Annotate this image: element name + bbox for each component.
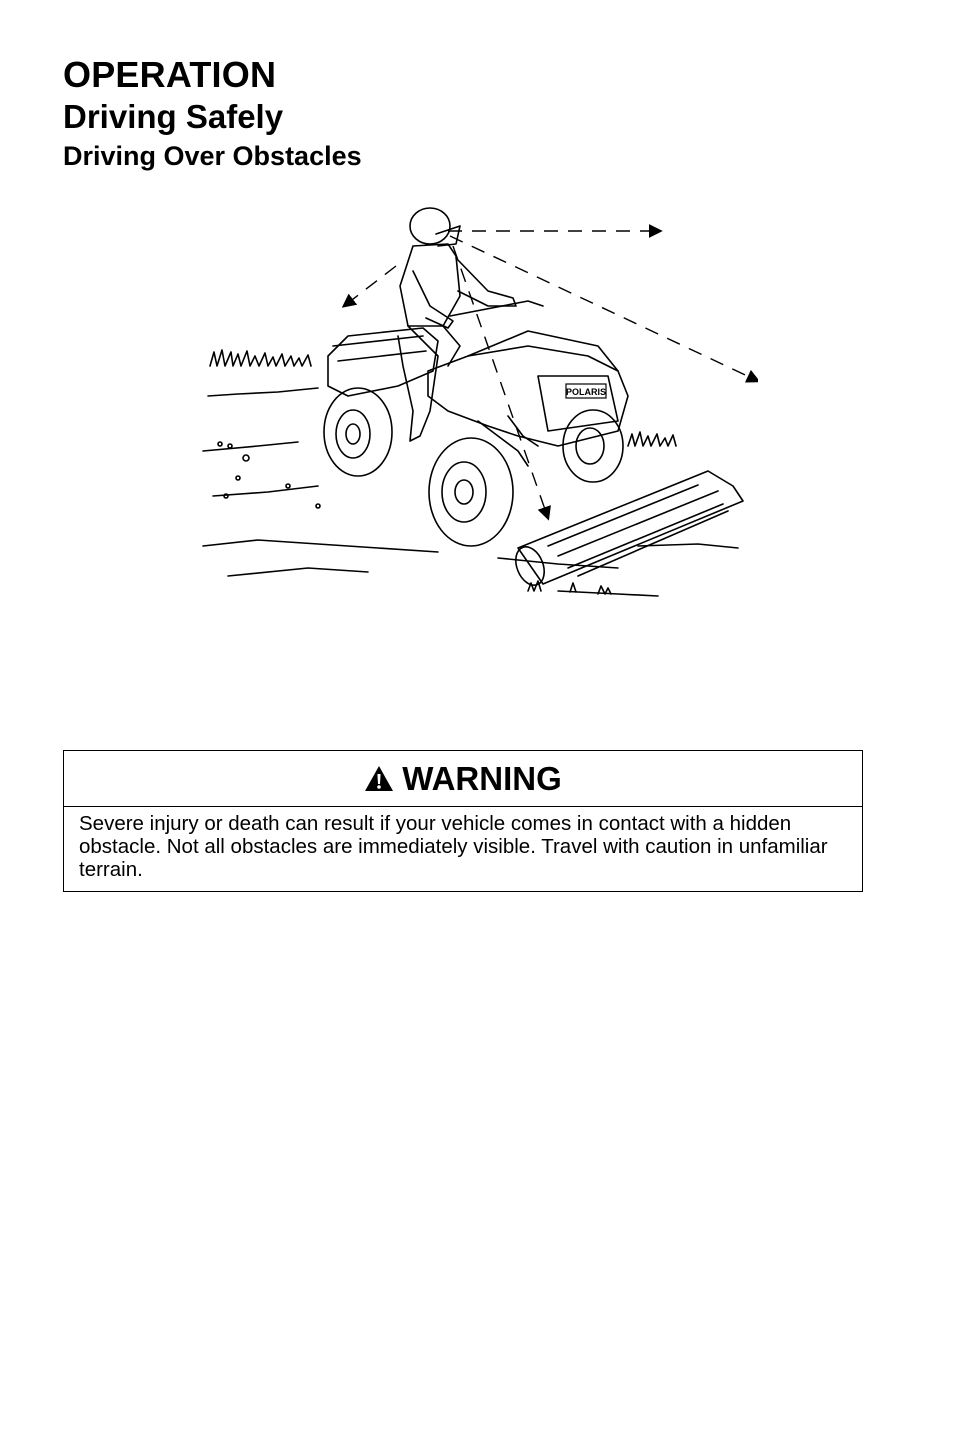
warning-title: WARNING bbox=[402, 759, 562, 797]
warning-header bbox=[64, 751, 862, 807]
warning-body: Severe injury or death can result if your vehicle comes in contact with a hidden obstacle. Not all obstacles are immediately visible. Travel with caution in unfamiliar terrain. bbox=[79, 812, 828, 881]
page-title: Driving Safely bbox=[63, 98, 284, 135]
warning-triangle-icon bbox=[364, 765, 394, 792]
warning-box bbox=[63, 750, 863, 892]
atv-illustration bbox=[198, 196, 758, 608]
section-heading: OPERATION bbox=[63, 54, 277, 95]
brand-badge-text: POLARIS bbox=[565, 387, 607, 397]
atv-rider-over-log-illustration bbox=[198, 196, 758, 608]
page-subtitle: Driving Over Obstacles bbox=[63, 141, 362, 171]
